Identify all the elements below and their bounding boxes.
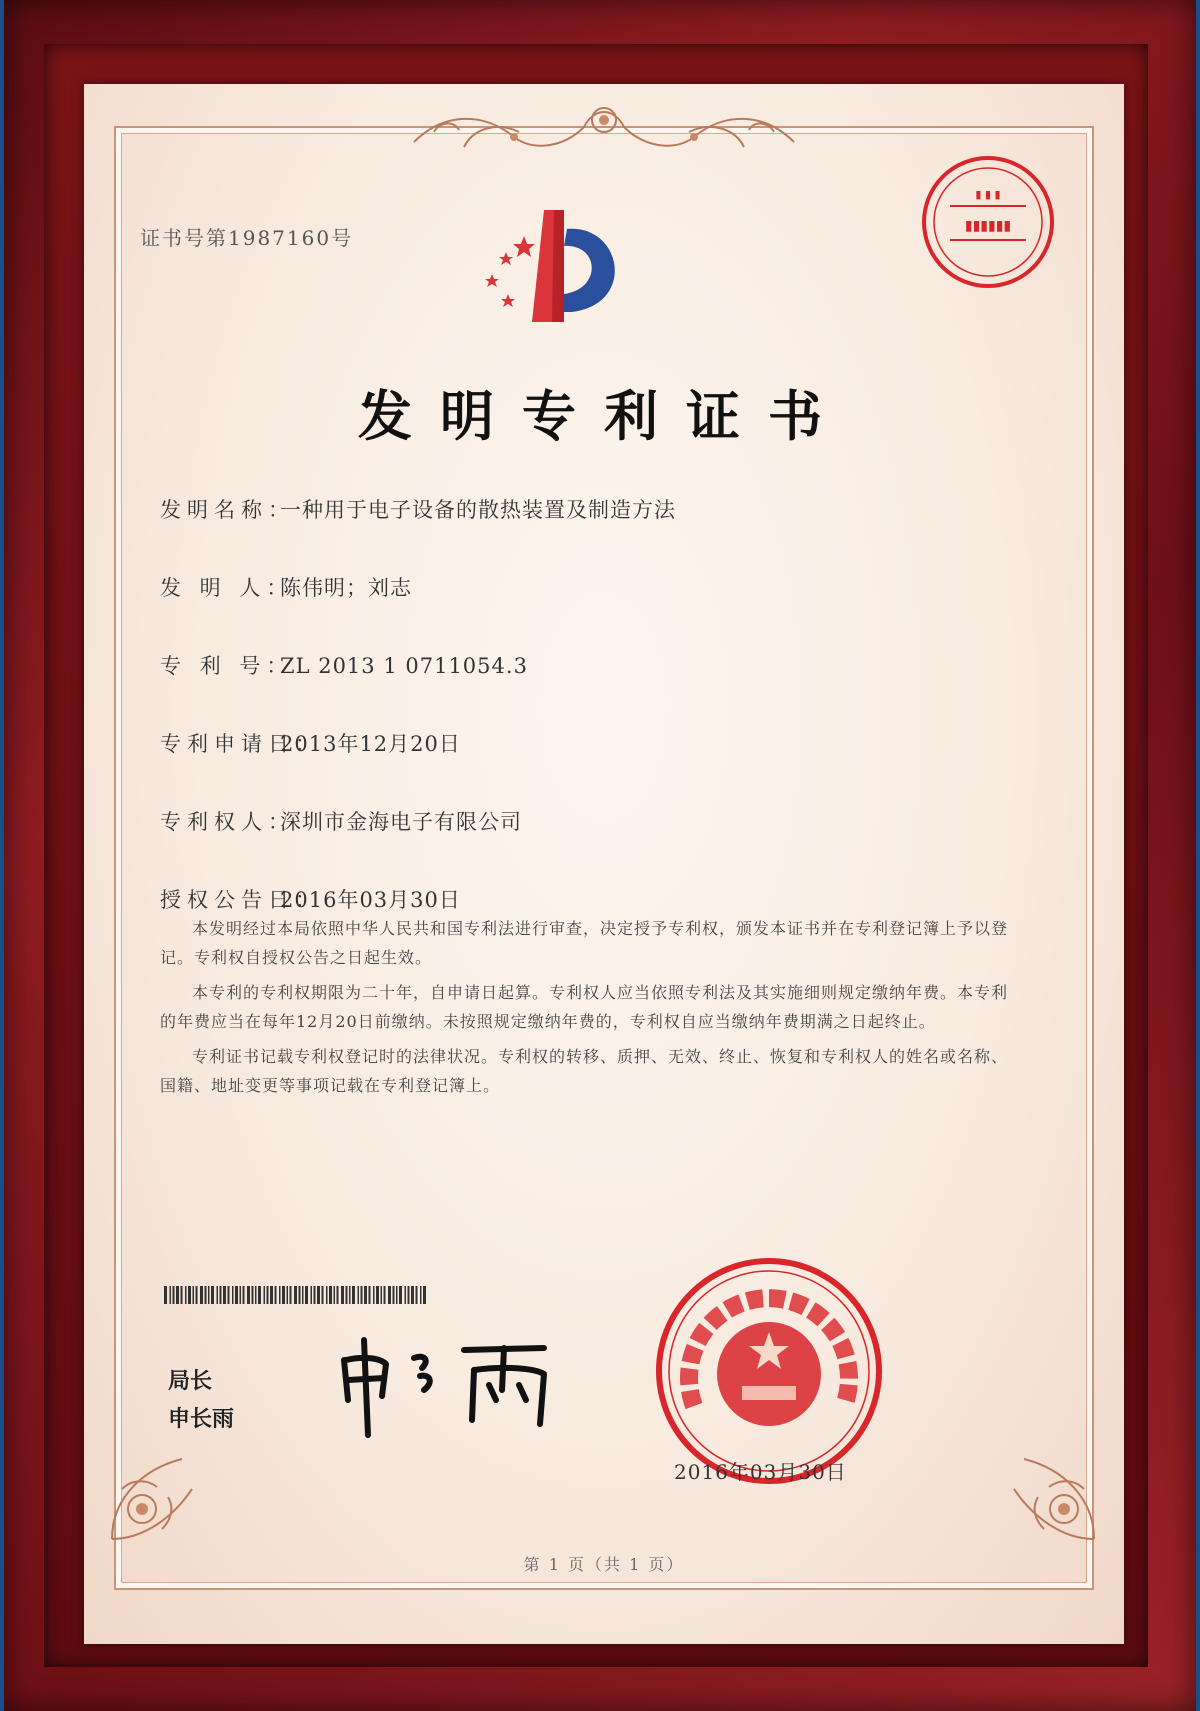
page-number: 第 1 页（共 1 页）: [523, 1555, 685, 1574]
director-block: [168, 1362, 234, 1438]
field-application-date: [160, 728, 461, 758]
field-value: 一种用于电子设备的散热装置及制造方法: [280, 498, 676, 522]
svg-text:▮▮▮▮▮▮: ▮▮▮▮▮▮: [964, 218, 1012, 234]
field-label: 授权公告日：: [160, 888, 322, 912]
field-grant-date: [160, 884, 461, 914]
field-value: 2013年12月20日: [280, 732, 461, 756]
certificate-paper: [84, 84, 1124, 1644]
field-invention-name: [160, 494, 676, 524]
field-label: 专利申请日：: [160, 732, 322, 756]
field-value: 陈伟明；刘志: [280, 576, 412, 600]
field-patentee: [160, 806, 522, 836]
field-patent-number: [160, 650, 528, 680]
certificate-body: [160, 914, 1020, 1106]
decorative-border: [114, 126, 1094, 1590]
corner-ornament-icon: [102, 1429, 222, 1549]
field-value: ZL 2013 1 0711054.3: [280, 654, 528, 678]
field-value: 深圳市金海电子有限公司: [280, 810, 522, 834]
field-label: 专 利 号：: [160, 654, 294, 678]
corner-ornament-icon: [984, 1429, 1104, 1549]
top-ornament-icon: [404, 92, 804, 162]
director-name: 申长雨: [168, 1406, 235, 1432]
body-paragraph: 专利证书记载专利权登记时的法律状况。专利权的转移、质押、无效、终止、恢复和专利权人的姓名或名称、国籍、地址变更等事项记载在专利登记簿上。: [160, 1047, 1009, 1095]
field-label: 发明名称：: [160, 498, 295, 522]
round-stamp-icon: [920, 154, 1056, 290]
director-title: 局长: [168, 1368, 213, 1394]
field-label: 发 明 人：: [160, 576, 294, 600]
field-label: 专利权人：: [160, 810, 295, 834]
official-seal-icon: [654, 1256, 884, 1486]
field-value: 2016年03月30日: [280, 888, 461, 912]
body-paragraph: 本发明经过本局依照中华人民共和国专利法进行审查，决定授予专利权，颁发本证书并在专利登记簿上予以登记。专利权自授权公告之日起生效。: [160, 919, 1009, 967]
patent-office-emblem-icon: [472, 194, 632, 344]
barcode-icon: [164, 1286, 426, 1304]
issue-date: 2016年03月30日: [674, 1460, 847, 1484]
certificate-number: 证书号第1987160号: [140, 226, 354, 250]
svg-text:▮ ▮ ▮: ▮ ▮ ▮: [975, 188, 1001, 201]
certificate-title: 发明专利证书: [358, 384, 850, 448]
director-signature-icon: [334, 1330, 564, 1440]
body-paragraph: 本专利的专利权期限为二十年，自申请日起算。专利权人应当依照专利法及其实施细则规定缴纳年费。本专利的年费应当在每年12月20日前缴纳。未按照规定缴纳年费的，专利权自应当缴纳年费期满之日起终止。: [160, 983, 1009, 1031]
field-inventor: [160, 572, 412, 602]
